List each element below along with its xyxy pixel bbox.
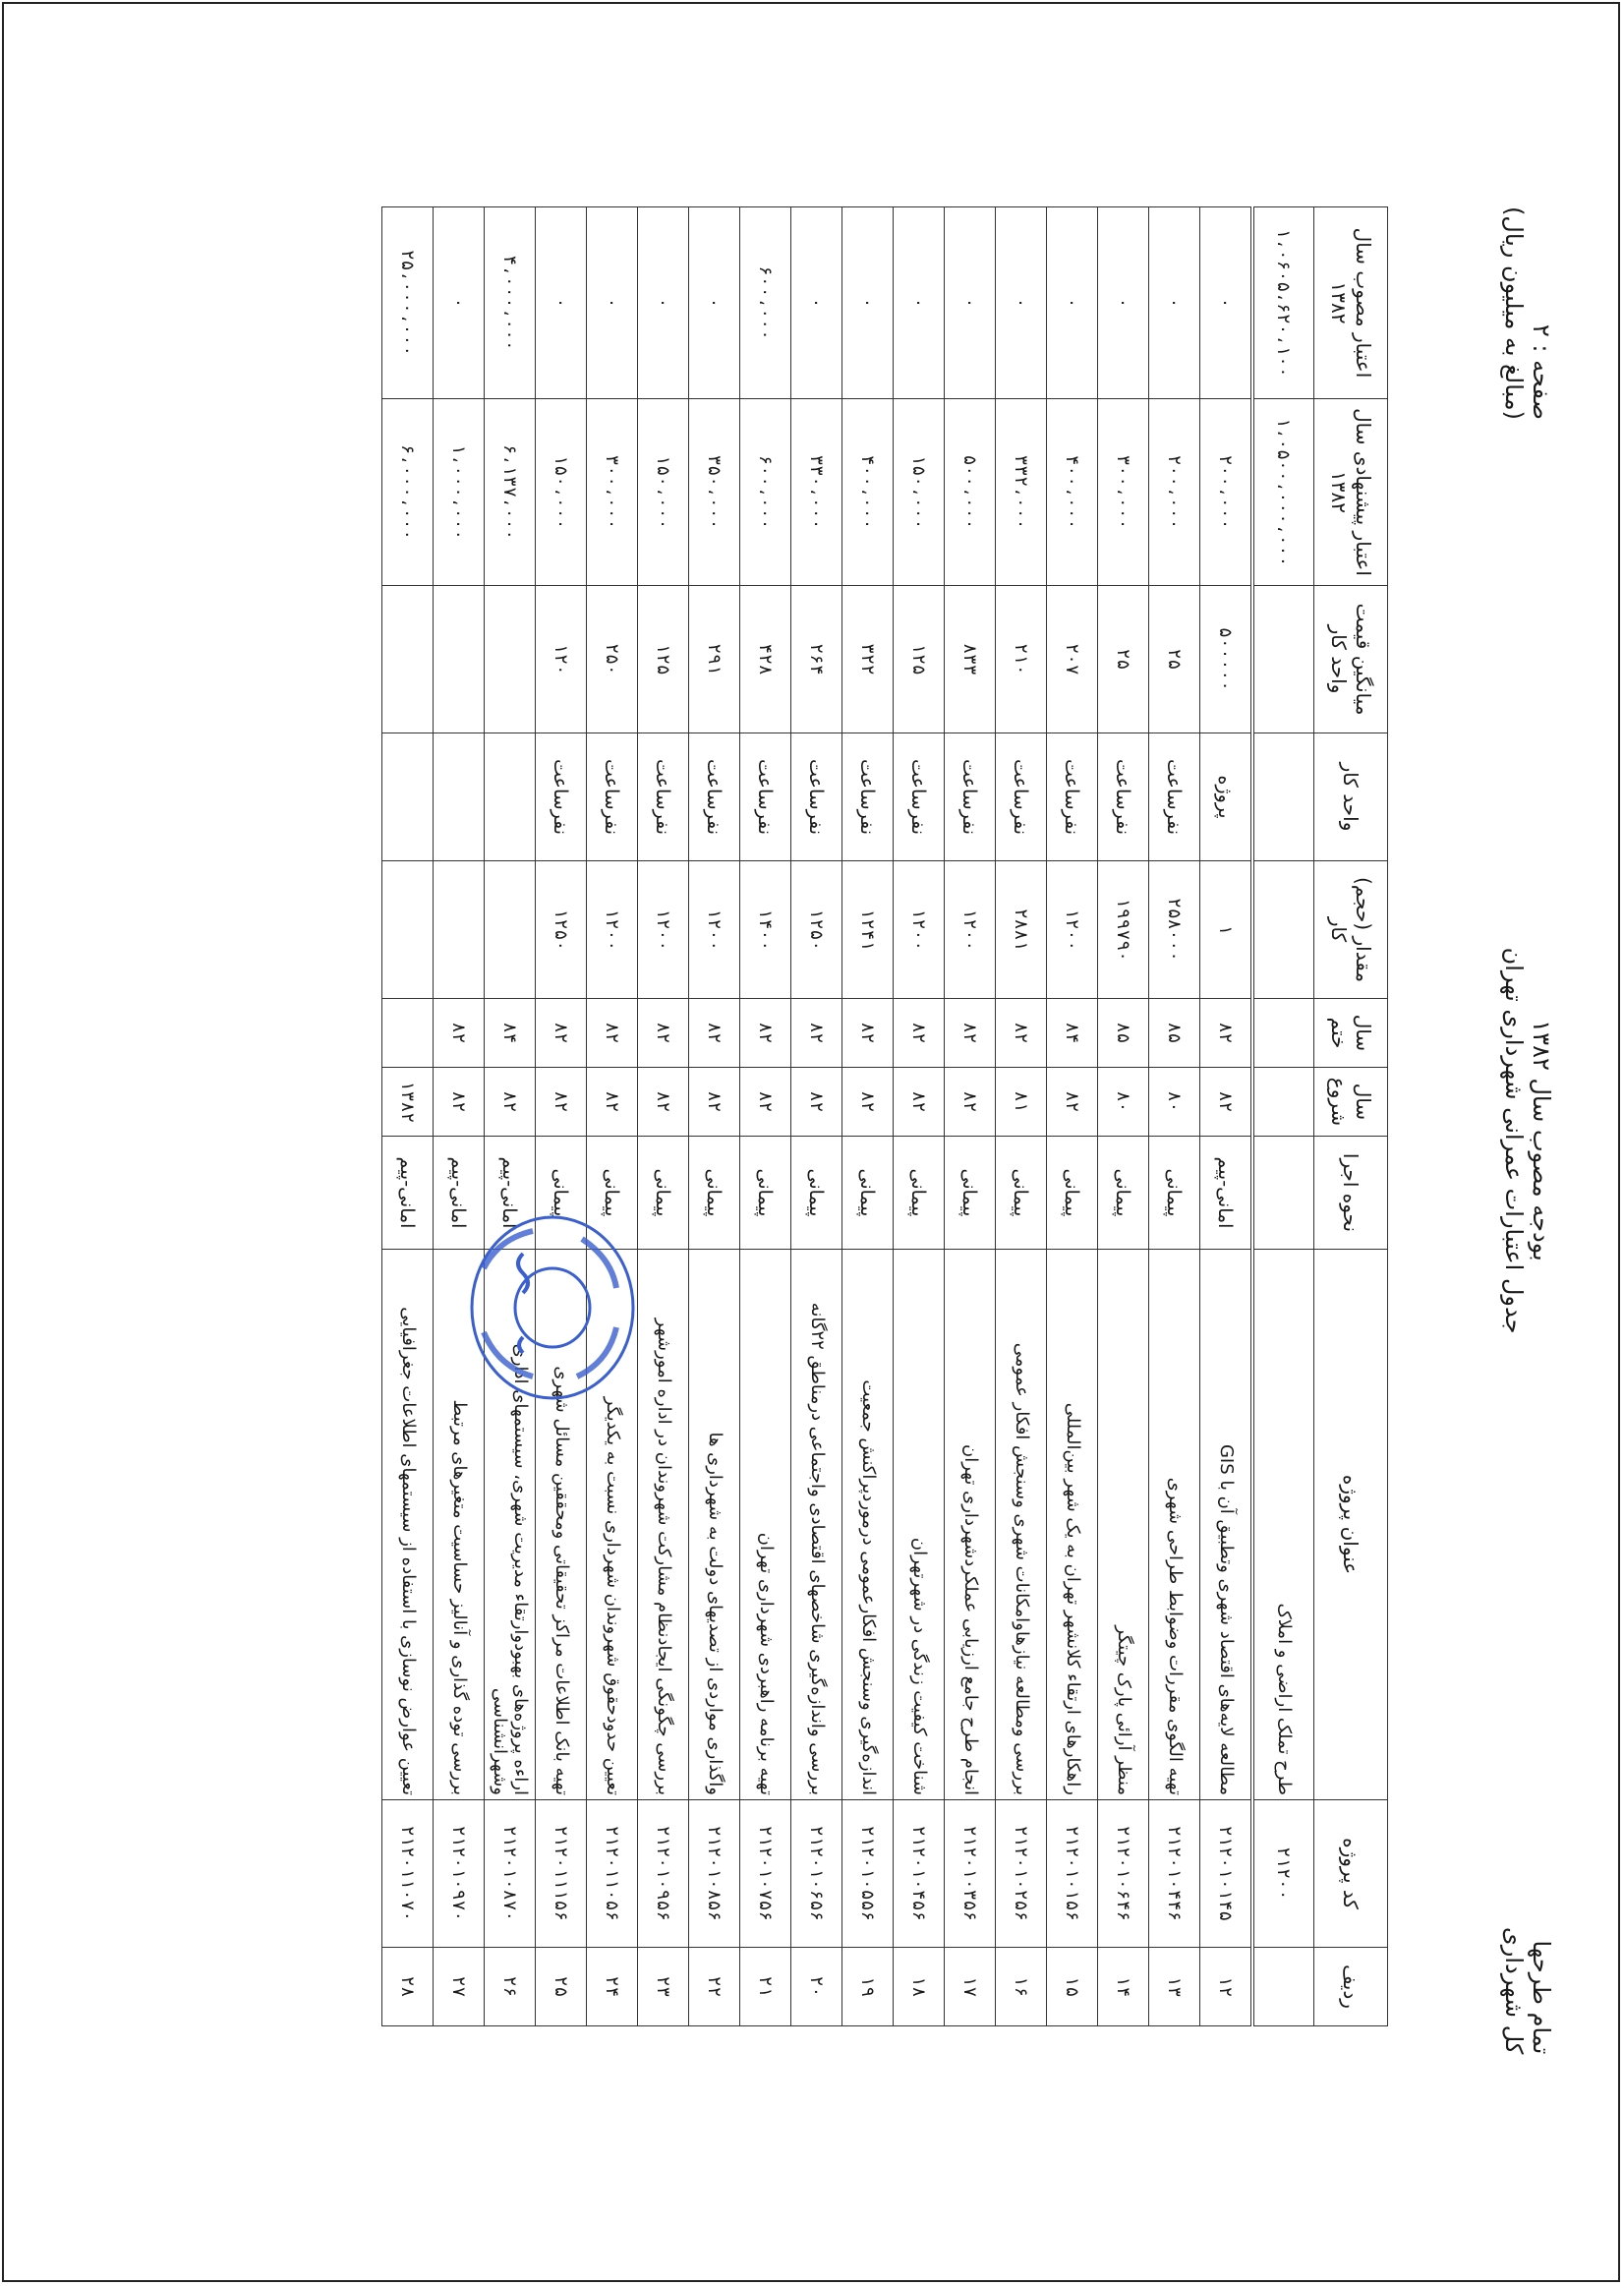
cell-method: پیمانی [587, 1137, 638, 1250]
cell-no: ۱۳ [1149, 1948, 1200, 2026]
cell-start: ۱۳۸۲ [382, 1068, 434, 1137]
cell-volume [382, 861, 434, 999]
cell-unit [434, 733, 485, 861]
cell-unit: نفرساعت [996, 733, 1047, 861]
table-header-row [1314, 207, 1388, 2026]
cell-end: ۸۲ [587, 999, 638, 1068]
cell-title: تعیین عوارض نوسازی با استفاده از سیستمهای اطلاعات جغرافیایی [382, 1250, 434, 1800]
cell-volume: ۱۲۵۰ [536, 861, 587, 999]
table-row [1149, 207, 1200, 2026]
cell-volume: ۱۲۰۰ [689, 861, 740, 999]
cell-unit: نفرساعت [689, 733, 740, 861]
cell-no: ۲۱ [740, 1948, 791, 2026]
cell-unit: نفرساعت [791, 733, 842, 861]
cell-approved: ۰ [1098, 207, 1149, 399]
table-row [1200, 207, 1253, 2026]
cell-title: راهکارهای ارتقاء کلانشهر تهران به یک شهر بین‌المللی [1047, 1250, 1098, 1800]
cell-title: بررسی توده گذاری و آنالیز حساسیت متغیرهای مرتبط [434, 1250, 485, 1800]
official-seal-stamp [464, 1209, 641, 1406]
cell-volume: ۱۲۴۱ [842, 861, 894, 999]
table-row [485, 207, 536, 2026]
cell-proposed: ۱،۰۰۰،۰۰۰ [434, 399, 485, 586]
cell-unit: نفرساعت [740, 733, 791, 861]
cell-proposed: ۶،۰۰۰،۰۰۰ [382, 399, 434, 586]
cell-avg: ۲۱۰ [996, 586, 1047, 733]
cell-proposed: ۴۰۰،۰۰۰ [1047, 399, 1098, 586]
cell-method: پیمانی [842, 1137, 894, 1250]
cell-avg [382, 586, 434, 733]
cell-avg: ۲۵۰ [587, 586, 638, 733]
budget-table [381, 206, 1388, 2026]
cell-title: تهیه برنامه راهبردی شهرداری تهران [740, 1250, 791, 1800]
cell-method: پیمانی [638, 1137, 689, 1250]
cell-method: پیمانی [894, 1137, 945, 1250]
cell-unit: نفرساعت [587, 733, 638, 861]
cell-approved: ۰ [996, 207, 1047, 399]
cell-volume: ۱۲۰۰ [1047, 861, 1098, 999]
cell-code: ۲۱۲۰۱۰۲۵۶ [996, 1800, 1047, 1948]
cell-avg: ۸۳۳ [945, 586, 996, 733]
cell-unit [382, 733, 434, 861]
cell-title: اراءه پروژه‌های بهبودوارتقاء مدیریت شهری، سیستمهای اداری وشهرانشناسی [485, 1250, 536, 1800]
col-header: سال ختم [1314, 999, 1388, 1068]
table-row [945, 207, 996, 2026]
cell-end: ۸۴ [1047, 999, 1098, 1068]
cell-start: ۸۲ [587, 1068, 638, 1137]
cell-volume: ۱۲۰۰ [945, 861, 996, 999]
col-header: ردیف [1314, 1948, 1388, 2026]
cell-proposed: ۲۰۰،۰۰۰ [1200, 399, 1253, 586]
table-row [740, 207, 791, 2026]
cell-code: ۲۱۲۰۱۰۴۵۶ [894, 1800, 945, 1948]
cell-code: ۲۱۲۰۱۰۵۵۶ [842, 1800, 894, 1948]
cell-approved: ۰ [587, 207, 638, 399]
cell-approved: ۲۵،۰۰۰،۰۰۰ [382, 207, 434, 399]
cell-approved: ۰ [945, 207, 996, 399]
cell-start: ۸۲ [740, 1068, 791, 1137]
table-row [434, 207, 485, 2026]
cell-proposed: ۱۵۰،۰۰۰ [638, 399, 689, 586]
table-row [1098, 207, 1149, 2026]
summary-proposed: ۱،۰۵۰۰،۰۰۰،۰۰۰ [1252, 399, 1314, 586]
table-row [894, 207, 945, 2026]
cell-proposed: ۳۳۰،۰۰۰ [791, 399, 842, 586]
cell-code: ۲۱۲۰۱۱۱۵۶ [536, 1800, 587, 1948]
cell-approved: ۰ [434, 207, 485, 399]
cell-volume: ۲۵۸۰۰۰ [1149, 861, 1200, 999]
cell-method: پیمانی [536, 1137, 587, 1250]
cell-approved: ۰ [1200, 207, 1253, 399]
cell-volume [485, 861, 536, 999]
cell-method: پیمانی [996, 1137, 1047, 1250]
cell-avg: ۵۰۰۰۰۰ [1200, 586, 1253, 733]
cell-end: ۸۲ [740, 999, 791, 1068]
col-header: واحد کار [1314, 733, 1388, 861]
cell-volume: ۱۲۰۰ [587, 861, 638, 999]
cell-code: ۲۱۲۰۱۰۸۷۰ [485, 1800, 536, 1948]
cell-proposed: ۳۰۰،۰۰۰ [1098, 399, 1149, 586]
cell-end: ۸۲ [689, 999, 740, 1068]
table-row [1047, 207, 1098, 2026]
table-row [689, 207, 740, 2026]
cell-code: ۲۱۲۰۱۰۳۵۶ [945, 1800, 996, 1948]
cell-avg: ۱۲۵ [894, 586, 945, 733]
cell-unit: نفرساعت [638, 733, 689, 861]
cell-volume: ۱۴۰۰ [740, 861, 791, 999]
cell-start: ۸۲ [1200, 1068, 1253, 1137]
col-header: سال شروع [1314, 1068, 1388, 1137]
cell-title: شناخت کیفیت زندگی در شهرتهران [894, 1250, 945, 1800]
cell-start: ۸۰ [1098, 1068, 1149, 1137]
cell-approved: ۰ [689, 207, 740, 399]
cell-no: ۱۲ [1200, 1948, 1253, 2026]
cell-start: ۸۲ [434, 1068, 485, 1137]
cell-no: ۱۷ [945, 1948, 996, 2026]
cell-proposed: ۵۰۰،۰۰۰ [945, 399, 996, 586]
cell-unit: پروژه [1200, 733, 1253, 861]
cell-start: ۸۲ [842, 1068, 894, 1137]
table-row [587, 207, 638, 2026]
cell-no: ۱۶ [996, 1948, 1047, 2026]
cell-start: ۸۲ [689, 1068, 740, 1137]
cell-unit: نفرساعت [894, 733, 945, 861]
cell-no: ۲۰ [791, 1948, 842, 2026]
summary-title: طرح تملک اراضی و املاک [1252, 1250, 1314, 1800]
summary-code: ۲۱۲۰۰ [1252, 1800, 1314, 1948]
cell-start: ۸۲ [536, 1068, 587, 1137]
unit-label: (مبالغ به میلیون ریال) [1500, 206, 1528, 421]
cell-start: ۸۲ [1047, 1068, 1098, 1137]
cell-approved: ۰ [1047, 207, 1098, 399]
cell-unit: نفرساعت [536, 733, 587, 861]
cell-no: ۱۴ [1098, 1948, 1149, 2026]
cell-unit: نفرساعت [1098, 733, 1149, 861]
cell-title: بررسی واندازه‌گیری شاخصهای اقتصادی واجتماعی درمناطق ۲۲گانه [791, 1250, 842, 1800]
cell-method: پیمانی [791, 1137, 842, 1250]
cell-avg: ۲۰۷ [1047, 586, 1098, 733]
cell-end: ۸۵ [1149, 999, 1200, 1068]
cell-end: ۸۲ [996, 999, 1047, 1068]
cell-end: ۸۵ [1098, 999, 1149, 1068]
cell-proposed: ۴۰۰،۰۰۰ [842, 399, 894, 586]
cell-unit: نفرساعت [842, 733, 894, 861]
cell-unit: نفرساعت [1149, 733, 1200, 861]
cell-proposed: ۲۰۰،۰۰۰ [1149, 399, 1200, 586]
cell-avg: ۲۹۱ [689, 586, 740, 733]
cell-avg [485, 586, 536, 733]
cell-code: ۲۱۲۰۱۱۰۵۶ [587, 1800, 638, 1948]
cell-end: ۸۲ [945, 999, 996, 1068]
col-header: مقدار (حجم) کار [1314, 861, 1388, 999]
cell-title: بررسی چگونگی ایجادنظام مشارکت شهروندان در اداره امورشهر [638, 1250, 689, 1800]
cell-unit [485, 733, 536, 861]
cell-title: واگذاری مواردی از تصدیهای دولت به شهرداری ها [689, 1250, 740, 1800]
cell-title: بررسی ومطالعه نیازهاوامکانات شهری وسنجش افکار عمومی [996, 1250, 1047, 1800]
cell-method: پیمانی [1098, 1137, 1149, 1250]
cell-approved: ۰ [894, 207, 945, 399]
cell-proposed: ۳۰۰،۰۰۰ [587, 399, 638, 586]
cell-code: ۲۱۲۰۱۰۹۵۶ [638, 1800, 689, 1948]
cell-volume: ۱ [1200, 861, 1253, 999]
cell-approved: ۶۰۰،۰۰۰ [740, 207, 791, 399]
cell-avg: ۱۲۰ [536, 586, 587, 733]
cell-volume: ۱۲۵۰ [791, 861, 842, 999]
cell-approved: ۰ [791, 207, 842, 399]
cell-avg: ۴۲۸ [740, 586, 791, 733]
summary-row [1252, 207, 1314, 2026]
cell-no: ۱۹ [842, 1948, 894, 2026]
table-row [638, 207, 689, 2026]
cell-proposed: ۱۵۰،۰۰۰ [536, 399, 587, 586]
cell-volume [434, 861, 485, 999]
cell-no: ۲۴ [587, 1948, 638, 2026]
cell-code: ۲۱۲۰۱۰۸۵۶ [689, 1800, 740, 1948]
cell-proposed: ۶،۱۳۷،۰۰۰ [485, 399, 536, 586]
cell-end: ۸۲ [791, 999, 842, 1068]
table-row [842, 207, 894, 2026]
cell-method: امانی-پیم [1200, 1137, 1253, 1250]
cell-start: ۸۲ [638, 1068, 689, 1137]
cell-avg: ۲۵ [1149, 586, 1200, 733]
col-header: نحوه اجرا [1314, 1137, 1388, 1250]
table-row [382, 207, 434, 2026]
cell-approved: ۰ [638, 207, 689, 399]
cell-no: ۲۳ [638, 1948, 689, 2026]
page-info [1500, 206, 1555, 420]
cell-approved: ۰ [842, 207, 894, 399]
cell-start: ۸۰ [1149, 1068, 1200, 1137]
col-header: اعتبار مصوب سال ۱۳۸۲ [1314, 207, 1388, 399]
cell-title: اندازه‌گیری وسنجش افکارعمومی درموردپراکنش جمعیت [842, 1250, 894, 1800]
title-line2: جدول اعتبارات عمرانی شهرداری تهران [1500, 947, 1528, 1334]
cell-avg: ۳۲۲ [842, 586, 894, 733]
document-title [1500, 885, 1555, 1396]
cell-end: ۸۲ [1200, 999, 1253, 1068]
table-row [791, 207, 842, 2026]
cell-title: تهیه بانک اطلاعات مراکز تحقیقاتی ومحققین مسائل شهری [536, 1250, 587, 1800]
cell-volume: ۱۲۰۰ [894, 861, 945, 999]
cell-code: ۲۱۲۰۱۰۹۷۰ [434, 1800, 485, 1948]
cell-method: پیمانی [689, 1137, 740, 1250]
cell-unit: نفرساعت [945, 733, 996, 861]
title-line1: بودجه مصوب سال ۱۳۸۲ [1528, 1020, 1555, 1261]
cell-no: ۱۸ [894, 1948, 945, 2026]
cell-approved: ۰ [536, 207, 587, 399]
cell-end: ۸۲ [842, 999, 894, 1068]
corner-label [1500, 1927, 1555, 2054]
cell-start: ۸۲ [945, 1068, 996, 1137]
cell-avg: ۲۵ [1098, 586, 1149, 733]
cell-start: ۸۲ [485, 1068, 536, 1137]
cell-code: ۲۱۲۰۱۱۰۷۰ [382, 1800, 434, 1948]
cell-end: ۸۲ [536, 999, 587, 1068]
cell-no: ۲۵ [536, 1948, 587, 2026]
cell-method: امانی-پیم [485, 1137, 536, 1250]
cell-avg [434, 586, 485, 733]
page-number: صفحه : ۲ [1528, 323, 1555, 421]
table-row [996, 207, 1047, 2026]
col-header: میانگین قیمت واحد کار [1314, 586, 1388, 733]
cell-end [382, 999, 434, 1068]
col-header: عنوان پروژه [1314, 1250, 1388, 1800]
cell-method: امانی-پیم [382, 1137, 434, 1250]
cell-end: ۸۲ [894, 999, 945, 1068]
cell-proposed: ۱۵۰،۰۰۰ [894, 399, 945, 586]
cell-no: ۲۷ [434, 1948, 485, 2026]
cell-avg: ۲۶۴ [791, 586, 842, 733]
cell-proposed: ۳۵۰،۰۰۰ [689, 399, 740, 586]
cell-title: تعیین حدودحقوق شهروندان شهرداری نسبت به یکدیگر [587, 1250, 638, 1800]
cell-proposed: ۳۳۲،۰۰۰ [996, 399, 1047, 586]
corner-line1: تمام طرحها [1528, 1940, 1555, 2055]
cell-no: ۲۶ [485, 1948, 536, 2026]
corner-line2: کل شهرداری [1500, 1927, 1528, 2055]
col-header: کد پروژه [1314, 1800, 1388, 1948]
cell-no: ۲۲ [689, 1948, 740, 2026]
cell-title: منظر آرائی پارک چیتگر [1098, 1250, 1149, 1800]
cell-method: پیمانی [740, 1137, 791, 1250]
cell-start: ۸۲ [791, 1068, 842, 1137]
cell-start: ۸۲ [894, 1068, 945, 1137]
cell-volume: ۱۲۰۰ [638, 861, 689, 999]
cell-volume: ۲۸۸۱ [996, 861, 1047, 999]
cell-title: انجام طرح جامع ارزیابی عملکردشهرداری تهران [945, 1250, 996, 1800]
cell-no: ۲۸ [382, 1948, 434, 2026]
col-header: اعتبار پیشنهادی سال ۱۳۸۲ [1314, 399, 1388, 586]
cell-start: ۸۱ [996, 1068, 1047, 1137]
table-row [536, 207, 587, 2026]
cell-volume: ۱۹۹۷۹۰ [1098, 861, 1149, 999]
cell-code: ۲۱۲۰۱۰۱۴۵ [1200, 1800, 1253, 1948]
cell-title: تهیه الگوی مقررات وضوابط طراحی شهری [1149, 1250, 1200, 1800]
cell-no: ۱۵ [1047, 1948, 1098, 2026]
cell-method: پیمانی [1149, 1137, 1200, 1250]
cell-approved: ۰ [1149, 207, 1200, 399]
cell-code: ۲۱۲۰۱۰۴۴۶ [1149, 1800, 1200, 1948]
cell-proposed: ۶۰۰،۰۰۰ [740, 399, 791, 586]
cell-code: ۲۱۲۰۱۰۶۵۶ [791, 1800, 842, 1948]
cell-end: ۸۲ [434, 999, 485, 1068]
cell-title: مطالعه لایه‌های اقتصاد شهری وتطبیق آن با GIS [1200, 1250, 1253, 1800]
cell-code: ۲۱۲۰۱۰۶۴۶ [1098, 1800, 1149, 1948]
summary-approved: ۱،۰۶۰۵،۶۲۰،۱۰۰ [1252, 207, 1314, 399]
cell-avg: ۱۲۵ [638, 586, 689, 733]
cell-approved: ۴،۰۰۰،۰۰۰ [485, 207, 536, 399]
cell-code: ۲۱۲۰۱۰۷۵۶ [740, 1800, 791, 1948]
cell-unit: نفرساعت [1047, 733, 1098, 861]
cell-method: پیمانی [1047, 1137, 1098, 1250]
cell-method: پیمانی [945, 1137, 996, 1250]
cell-code: ۲۱۲۰۱۰۱۵۶ [1047, 1800, 1098, 1948]
cell-end: ۸۲ [638, 999, 689, 1068]
cell-method: امانی-پیم [434, 1137, 485, 1250]
cell-end: ۸۴ [485, 999, 536, 1068]
